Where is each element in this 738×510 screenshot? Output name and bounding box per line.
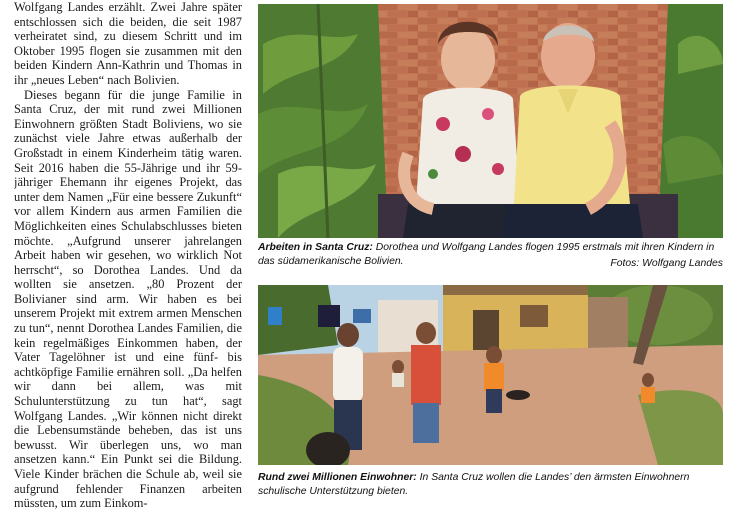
article-text-column [14,0,242,510]
photo-children-caption [258,471,723,501]
photo-couple-image [258,4,723,238]
caption-text: In Santa Cruz wollen die Landes’ den ärmsten Einwohnern schulische Unterstützung bieten. [258,472,690,497]
photo-couple [258,4,723,238]
caption-lead: Arbeiten in Santa Cruz: [258,242,373,253]
photo-credit: Fotos: Wolfgang Landes [610,258,723,270]
caption-lead: Rund zwei Millionen Einwohner: [258,472,417,483]
photo-couple-caption [258,241,723,271]
caption-text: Dorothea und Wolfgang Landes flogen 1995 erstmals mit ihren Kindern in das südamerikanische Bolivien. [258,242,715,267]
article-paragraph: Dieses begann für die junge Familie in Santa Cruz, der mit rund zwei Millionen Einwohnern größten Stadt Boliviens, wo sie zunächst viele Jahre etwas außerhalb der Großstadt in einem Kinderheim tätig waren. Seit 2016 haben die 55-Jährige und ihr 59-jähriger Ehemann ihr eigenes Projekt, das unter dem Namen „Für eine bessere Zukunft“ vor allem Kindern aus armen Familien die Möglichkeiten eines Schulabschlusses bieten möchte. „Aufgrund unserer jahrelangen Arbeit haben wir gesehen, wo wirklich Not herrscht“, so Dorothea Landes. Und da wollten sie ansetzen. „80 Prozent der Bolivianer sind arm. Wir haben es bei unserem Projekt mit extrem armen Menschen zu tun“, nennt Dorothea Landes Familien, die kein regelmäßiges Einkommen haben, der Vater Tagelöhner ist und eine fünf- bis achtköpfige Familie ernähren soll. „Da helfen wir dann bei allem, was mit Schulunterstützung zu tun hat“, sagt Wolfgang Landes. „Wir können nicht direkt die Lebensumstände beheben, das ist uns bewusst. Wir überlegen uns, wo man ansetzen kann.“ Ein Punkt sei die Bildung. Viele Kinder brächen die Schule ab, weil sie aufgrund fehlender Finanzen arbeiten müssten, um zum Einkom- [14,87,242,510]
photo-children-yard [258,285,723,465]
article-paragraph: Wolfgang Landes erzählt. Zwei Jahre später entschlossen sich die beiden, die seit 1987 verheiratet sind, zu diesem Schritt und im Oktober 1995 flogen sie zusammen mit den beiden Kindern Ann-Kathrin und Thomas in ihr „neues Leben“ nach Bolivien. [14,0,242,87]
photo-children-image [258,285,723,465]
